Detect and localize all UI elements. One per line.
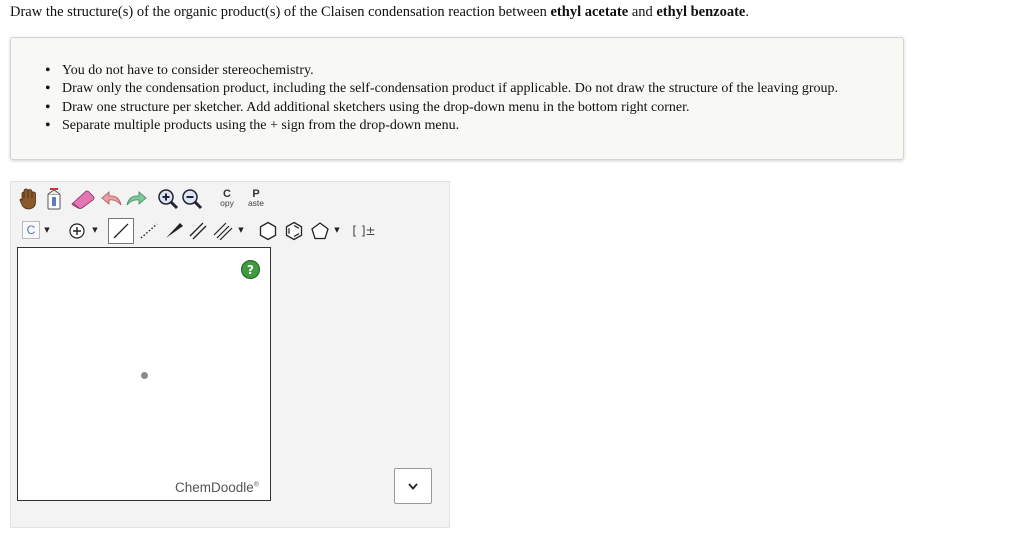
dashed-bond-icon[interactable] [137, 219, 161, 243]
zoom-in-icon[interactable] [157, 186, 179, 212]
instruction-item: • Draw only the condensation product, including the self-condensation product if applicable. Do not draw the structure of the leaving group. [45, 80, 838, 98]
chemdoodle-sketcher [10, 181, 450, 528]
copy-label-rest: opy [220, 198, 234, 208]
paste-label-rest: aste [247, 198, 265, 208]
add-sketcher-dropdown[interactable] [394, 468, 432, 504]
charge-dropdown-arrow[interactable]: ▼ [92, 226, 98, 234]
eraser-icon[interactable] [69, 186, 97, 212]
bond-dropdown-arrow[interactable]: ▼ [238, 226, 244, 234]
benzene-icon[interactable] [282, 218, 306, 244]
clear-canvas-icon[interactable] [43, 186, 65, 212]
instructions-list [45, 62, 838, 135]
redo-icon[interactable] [125, 186, 147, 212]
paste-button[interactable] [242, 186, 270, 212]
watermark-text: ChemDoodle [175, 480, 254, 495]
charge-plus-icon[interactable] [66, 220, 88, 242]
reactant-1: ethyl acetate [550, 4, 629, 20]
instructions-panel [10, 37, 904, 160]
single-bond-icon[interactable] [108, 218, 134, 244]
instruction-item: • You do not have to consider stereochemistry. [45, 62, 838, 80]
registered-mark: ® [253, 481, 259, 489]
hand-pan-icon[interactable] [17, 186, 39, 212]
reactant-2: ethyl benzoate [656, 4, 746, 20]
wedge-bond-icon[interactable] [162, 219, 186, 243]
canvas-atom-dot [141, 372, 148, 379]
question-prefix: Draw the structure(s) of the organic product(s) of the Claisen condensation reaction between [10, 4, 551, 20]
chevron-down-icon [408, 479, 418, 493]
copy-label-initial: C [223, 188, 231, 200]
cyclohexane-icon[interactable] [256, 218, 280, 244]
question-and: and [628, 4, 657, 20]
undo-icon[interactable] [101, 186, 123, 212]
charge-bracket-button[interactable]: [ ]± [352, 224, 376, 238]
double-bond-icon[interactable] [186, 219, 210, 243]
paste-label-initial: P [252, 188, 260, 200]
element-carbon-button[interactable]: C [22, 221, 40, 239]
copy-button[interactable] [214, 186, 240, 212]
zoom-out-icon[interactable] [181, 186, 203, 212]
chemdoodle-watermark [175, 480, 259, 495]
instruction-item: • Separate multiple products using the + sign from the drop-down menu. [45, 117, 838, 135]
triple-bond-icon[interactable] [210, 219, 236, 243]
ring-dropdown-arrow[interactable]: ▼ [334, 226, 340, 234]
element-dropdown-arrow[interactable]: ▼ [44, 226, 50, 234]
instruction-item: • Draw one structure per sketcher. Add additional sketchers using the drop-down menu in the bottom right corner. [45, 99, 838, 117]
help-button[interactable]: ? [241, 260, 260, 279]
drawing-canvas[interactable] [17, 247, 271, 501]
question-suffix: . [745, 4, 749, 20]
cyclopentane-icon[interactable] [308, 218, 332, 244]
question-text [10, 4, 749, 21]
